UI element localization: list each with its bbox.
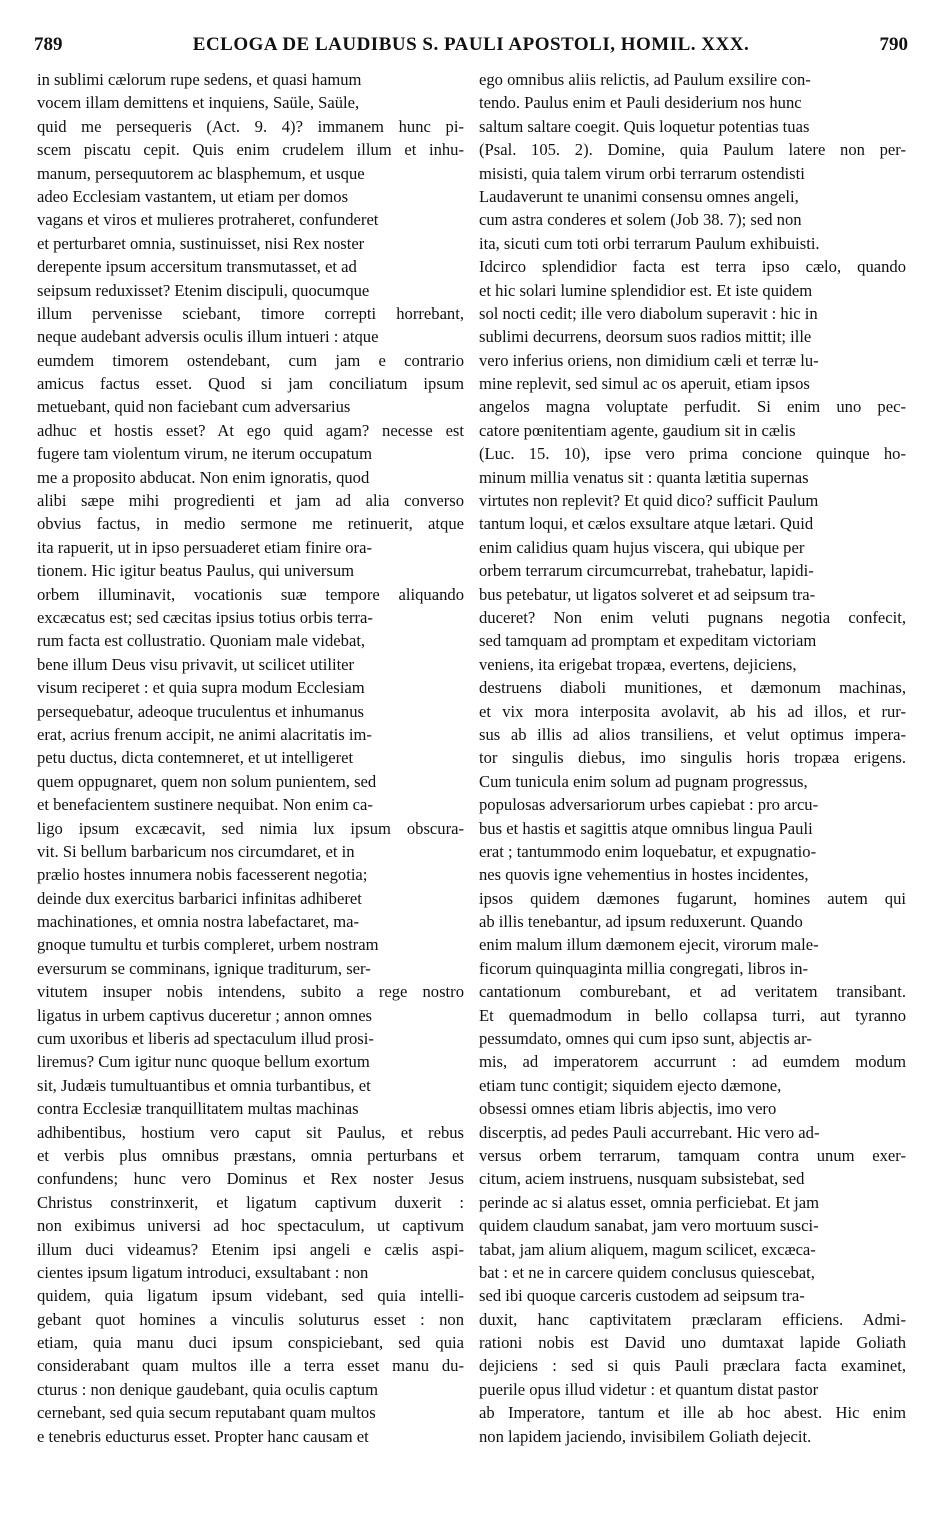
text-line-content: ligo ipsum excæcavit, sed nimia lux ipsum obscura-: [37, 818, 464, 838]
text-line-content: misisti, quia talem virum orbi terrarum ostendisti: [479, 163, 805, 183]
text-line-content: versus orbem terrarum, tamquam contra unum exer-: [479, 1145, 906, 1165]
text-line: [37, 1308, 464, 1331]
text-line-content: vagans et viros et mulieres protraheret, confunderet: [37, 210, 379, 230]
text-line-content: in sublimi cælorum rupe sedens, et quasi hamum: [37, 70, 362, 89]
text-line-content: gnoque tumultu et turbis compleret, urbem nostram: [37, 935, 379, 955]
text-line: [37, 957, 464, 980]
text-line-content: duxit, hanc captivitatem præclaram efficiens. Admi-: [479, 1309, 906, 1329]
text-line: [37, 279, 464, 302]
text-line-content: obvius factus, in medio sermone me retinuerit, atque: [37, 514, 464, 534]
text-line-content: tantum loqui, et cælos exsultare atque lætari. Quid: [479, 514, 814, 534]
text-line-content: sublimi decurrens, deorsum suos radios mittit; ille: [479, 327, 812, 347]
text-line-content: sol nocti cedit; ille vero diabolum superavit : hic in: [479, 303, 818, 323]
text-line-content: perinde ac si alatus esset, omnia perficiebat. Et jam: [479, 1192, 820, 1212]
text-line-content: vit. Si bellum barbaricum nos circumdaret, et in: [37, 841, 355, 861]
text-line: [479, 746, 906, 769]
text-line-content: ita rapuerit, ut in ipso persuaderet etiam finire ora-: [37, 537, 372, 557]
text-line: [37, 1401, 464, 1424]
text-line-content: seipsum reduxisset? Etenim discipuli, quocumque: [37, 280, 370, 300]
text-line-content: machinationes, et omnia nostra labefactaret, ma-: [37, 912, 360, 932]
text-line: [37, 232, 464, 255]
text-line: [37, 1214, 464, 1237]
text-line-content: quid me persequeris (Act. 9. 4)? immanem hunc pi-: [37, 116, 464, 136]
text-line-content: enim malum illum dæmonem ejecit, virorum male-: [479, 935, 819, 955]
text-line: [37, 910, 464, 933]
text-line-content: adhuc et hostis esset? At ego quid agam? necesse est: [37, 420, 464, 440]
text-line: [37, 1284, 464, 1307]
text-line: [479, 232, 906, 255]
text-line: [37, 653, 464, 676]
text-line-content: prælio hostes innumera nobis facesserent negotia;: [37, 865, 368, 885]
text-line-content: discerptis, ad pedes Pauli accurrebant. Hic vero ad-: [479, 1122, 820, 1142]
text-line-content: et vix mora interposita avolavit, ab his ad illos, et rur-: [479, 701, 906, 721]
text-line: [479, 466, 906, 489]
text-line-content: neque audebant adversis oculis illum intueri : atque: [37, 327, 379, 347]
text-line-content: bus petebatur, ut ligatos solveret et ad seipsum tra-: [479, 584, 816, 604]
text-line: [479, 138, 906, 161]
text-line-content: adeo Ecclesiam vastantem, ut etiam per domos: [37, 186, 349, 206]
text-line: [479, 1401, 906, 1424]
text-line: [37, 138, 464, 161]
text-line: [479, 395, 906, 418]
text-line-content: eversurum se comminans, ignique traditurum, ser-: [37, 958, 371, 978]
text-line-content: adhibentibus, hostium vero caput sit Paulus, et rebus: [37, 1122, 464, 1142]
text-line: [479, 559, 906, 582]
text-line-content: cernebant, sed quia secum reputabant quam multos: [37, 1403, 376, 1423]
text-line-content: vitutem insuper nobis intendens, subito a rege nostro: [37, 982, 464, 1002]
text-line-content: (Psal. 105. 2). Domine, quia Paulum latere non per-: [479, 140, 906, 160]
text-line-content: sed ibi quoque carceris custodem ad seipsum tra-: [479, 1286, 805, 1306]
text-line-content: Christus constrinxerit, et ligatum captivum duxerit :: [37, 1192, 464, 1212]
text-line: [479, 863, 906, 886]
text-line-content: visum reciperet : et quia supra modum Ecclesiam: [37, 678, 365, 698]
text-line-content: tabat, jam alium aliquem, magum scilicet, excæca-: [479, 1239, 816, 1259]
text-line: [37, 1238, 464, 1261]
text-line: [37, 115, 464, 138]
text-line-content: etiam, quia manu duci ipsum conspiciebant, sed quia: [37, 1333, 464, 1353]
text-line: [479, 887, 906, 910]
text-line-content: ab Imperatore, tantum et ille ab hoc abest. Hic enim: [479, 1403, 906, 1423]
text-line-content: obsessi omnes etiam libris abjectis, imo vero: [479, 1099, 777, 1119]
text-line-content: sus ab illis ad alios transiliens, et velut optimus impera-: [479, 724, 906, 744]
text-line: [37, 1425, 464, 1448]
text-line: [37, 185, 464, 208]
text-line: [479, 1261, 906, 1284]
text-line: [479, 1425, 906, 1448]
text-line-content: puerile opus illud videtur : et quantum distat pastor: [479, 1379, 819, 1399]
text-line-content: erat, acrius frenum accipit, ne animi alacritatis im-: [37, 724, 372, 744]
text-line: [479, 442, 906, 465]
text-line-content: rum facta est collustratio. Quoniam male videbat,: [37, 631, 366, 651]
text-line: [37, 419, 464, 442]
text-line: [37, 1097, 464, 1120]
text-line-content: cantationum comburebant, et ad veritatem transibant.: [479, 982, 906, 1002]
text-line: [37, 1144, 464, 1167]
text-line-content: vero inferius oriens, non dimidium cæli et terræ lu-: [479, 350, 819, 370]
text-line: [37, 723, 464, 746]
text-line: [479, 1331, 906, 1354]
text-line: [479, 1097, 906, 1120]
text-line-content: non exibimus universi ad hoc spectaculum, ut captivum: [37, 1216, 464, 1236]
text-line-content: ligatus in urbem captivus duceretur ; annon omnes: [37, 1005, 373, 1025]
text-line: [37, 559, 464, 582]
text-line: [479, 489, 906, 512]
text-line-content: catore pœnitentiam agente, gaudium sit in cælis: [479, 420, 796, 440]
text-line: [479, 583, 906, 606]
text-line-content: quem oppugnaret, quem non solum punientem, sed: [37, 771, 377, 791]
text-line: [37, 512, 464, 535]
text-line: [37, 1261, 464, 1284]
text-line-content: angelos magna voluptate perfudit. Si enim uno pec-: [479, 397, 906, 417]
text-line: [37, 676, 464, 699]
text-line-content: liremus? Cum igitur nunc quoque bellum exortum: [37, 1052, 370, 1072]
text-line-content: amicus factus esset. Quod si jam conciliatum ipsum: [37, 374, 464, 394]
text-line: [479, 279, 906, 302]
text-line: [37, 770, 464, 793]
text-line-content: gebant quot homines a vinculis soluturus esset : non: [37, 1309, 464, 1329]
text-line: [37, 1331, 464, 1354]
text-line-content: considerabant quam multos ille a terra esset manu du-: [37, 1356, 464, 1376]
text-line: [37, 863, 464, 886]
text-line-content: pessumdato, omnes qui cum ipso sunt, abjectis ar-: [479, 1029, 812, 1049]
text-line: [479, 1027, 906, 1050]
right-text-column: [479, 68, 906, 1448]
text-line-content: orbem terrarum circumcurrebat, trahebatur, lapidi-: [479, 561, 814, 581]
text-line: [479, 512, 906, 535]
text-line: [37, 887, 464, 910]
text-line: [479, 91, 906, 114]
text-line: [479, 302, 906, 325]
text-line-content: e tenebris educturus esset. Propter hanc causam et: [37, 1426, 369, 1446]
text-line: [37, 1027, 464, 1050]
text-line: [37, 700, 464, 723]
text-line: [37, 162, 464, 185]
text-line-content: Cum tunicula enim solum ad pugnam progressus,: [479, 771, 808, 791]
text-line-content: rationi nobis est David uno dumtaxat lapide Goliath: [479, 1333, 906, 1353]
text-line: [37, 349, 464, 372]
text-line-content: virtutes non replevit? Et quid dico? sufficit Paulum: [479, 491, 819, 511]
text-line-content: quidem, quia ligatum ipsum videbant, sed quia intelli-: [37, 1286, 464, 1306]
text-line: [37, 466, 464, 489]
text-line-content: illum duci videamus? Etenim ipsi angeli e cælis aspi-: [37, 1239, 464, 1259]
text-line: [37, 933, 464, 956]
text-line-content: veniens, ita erigebat tropæa, evertens, dejiciens,: [479, 654, 797, 674]
running-title: ECLOGA DE LAUDIBUS S. PAULI APOSTOLI, HOMIL. XXX.: [192, 34, 750, 55]
text-line: [37, 1074, 464, 1097]
text-line-content: et perturbaret omnia, sustinuisset, nisi Rex noster: [37, 233, 365, 253]
text-line: [37, 536, 464, 559]
text-line: [37, 302, 464, 325]
text-line-content: ipsos quidem dæmones fugarunt, homines autem qui: [479, 888, 906, 908]
text-line-content: mine replevit, sed simul ac os aperuit, etiam ipsos: [479, 374, 810, 394]
text-line-content: ficorum quinquaginta millia congregati, libros in-: [479, 958, 809, 978]
text-line-content: tionem. Hic igitur beatus Paulus, qui universum: [37, 561, 355, 581]
text-line: [479, 1144, 906, 1167]
text-line: [37, 1354, 464, 1377]
text-line-content: erat ; tantummodo enim loquebatur, et expugnatio-: [479, 841, 817, 861]
text-line-content: tor singulis diebus, imo singulis horis tropæa erigens.: [479, 748, 906, 768]
text-line-content: vocem illam demittens et inquiens, Saüle, Saüle,: [37, 93, 360, 113]
text-line: [37, 255, 464, 278]
text-line: [37, 325, 464, 348]
text-line-content: manum, persequutorem ac blasphemum, et usque: [37, 163, 365, 183]
text-line: [37, 489, 464, 512]
text-line-content: illum pervenisse sciebant, timore correpti horrebant,: [37, 303, 464, 323]
text-line-content: populosas adversariorum urbes capiebat : pro arcu-: [479, 795, 819, 815]
text-line-content: persequebatur, adeoque truculentus et inhumanus: [37, 701, 364, 721]
text-line: [37, 395, 464, 418]
text-line-content: cum uxoribus et liberis ad spectaculum illud prosi-: [37, 1029, 374, 1049]
page-number-left: 789: [34, 34, 63, 55]
text-line: [37, 1050, 464, 1073]
text-line-content: et verbis plus omnibus præstans, omnia perturbans et: [37, 1145, 464, 1165]
text-line: [37, 442, 464, 465]
text-line: [37, 68, 464, 91]
text-line-content: enim calidius quam hujus viscera, qui ubique per: [479, 537, 805, 557]
text-line: [479, 606, 906, 629]
text-line-content: derepente ipsum accersitum transmutasset, et ad: [37, 257, 357, 277]
text-line-content: alibi sæpe mihi progredienti et jam ad alia converso: [37, 491, 464, 511]
text-line: [37, 1191, 464, 1214]
text-line-content: quidem claudum sanabat, jam vero mortuum susci-: [479, 1216, 819, 1236]
text-line-content: excæcatus est; sed cæcitas ipsius totius orbis terra-: [37, 607, 373, 627]
text-line: [37, 1378, 464, 1401]
text-line: [479, 700, 906, 723]
text-line-content: sed tamquam ad promptam et expeditam victoriam: [479, 631, 817, 651]
text-line-content: bus et hastis et sagittis atque omnibus lingua Pauli: [479, 818, 813, 838]
text-line: [37, 1167, 464, 1190]
text-line: [479, 910, 906, 933]
text-line-content: et hic solari lumine splendidior est. Et iste quidem: [479, 280, 813, 300]
text-line-content: minum millia venatus sit : quanta lætitia supernas: [479, 467, 809, 487]
text-line-content: contra Ecclesiæ tranquillitatem multas machinas: [37, 1099, 359, 1119]
text-line-content: Et quemadmodum in bello collapsa turri, aut tyranno: [479, 1005, 906, 1025]
text-line: [479, 980, 906, 1003]
text-line: [479, 653, 906, 676]
text-line-content: tendo. Paulus enim et Pauli desiderium nos hunc: [479, 93, 802, 113]
text-line-content: dejiciens : sed si quis Pauli præclara facta examinet,: [479, 1356, 906, 1376]
text-line: [479, 68, 906, 91]
text-line: [37, 91, 464, 114]
text-line: [37, 629, 464, 652]
text-line: [479, 676, 906, 699]
page-number-right: 790: [879, 34, 908, 55]
text-line-content: cientes ipsum ligatum introduci, exsultabant : non: [37, 1262, 369, 1282]
text-line-content: Laudaverunt te unanimi consensu omnes angeli,: [479, 186, 799, 206]
text-line: [479, 933, 906, 956]
text-line: [479, 1308, 906, 1331]
text-line-content: citum, aciem instruens, nusquam subsistebat, sed: [479, 1169, 805, 1189]
text-line: [479, 1167, 906, 1190]
text-line: [479, 840, 906, 863]
text-line-content: bene illum Deus visu privavit, ut scilicet utiliter: [37, 654, 355, 674]
text-line-content: et benefacientem sustinere nequibat. Non enim ca-: [37, 795, 373, 815]
text-line: [37, 746, 464, 769]
text-line: [479, 629, 906, 652]
text-line-content: orbem illuminavit, vocationis suæ tempore aliquando: [37, 584, 464, 604]
text-line-content: ab illis tenebantur, ad ipsum reduxerunt. Quando: [479, 912, 803, 932]
text-line-content: petu ductus, dicta contemneret, et ut intelligeret: [37, 748, 354, 768]
text-line: [479, 817, 906, 840]
text-line: [479, 536, 906, 559]
text-line-content: confundens; hunc vero Dominus et Rex noster Jesus: [37, 1169, 464, 1189]
text-line: [37, 208, 464, 231]
text-line: [479, 1191, 906, 1214]
text-line: [37, 583, 464, 606]
text-line: [479, 1074, 906, 1097]
text-line-content: Idcirco splendidior facta est terra ipso cælo, quando: [479, 257, 906, 277]
text-line-content: metuebant, quid non faciebant cum adversarius: [37, 397, 351, 417]
text-line: [479, 957, 906, 980]
text-line: [479, 372, 906, 395]
text-line: [479, 1121, 906, 1144]
text-line-content: cturus : non denique gaudebant, quia oculis captum: [37, 1379, 379, 1399]
text-line: [479, 185, 906, 208]
text-line-content: saltum saltare coegit. Quis loquetur potentias tuas: [479, 116, 810, 136]
text-line-content: mis, ad imperatorem accurrunt : ad eumdem modum: [479, 1052, 906, 1072]
text-line: [479, 255, 906, 278]
left-text-column: [37, 68, 464, 1448]
text-line-content: (Luc. 15. 10), ipse vero prima concione quinque ho-: [479, 444, 906, 464]
text-line: [37, 980, 464, 1003]
text-line: [37, 606, 464, 629]
text-line: [479, 1354, 906, 1377]
text-line-content: deinde dux exercitus barbarici infinitas adhiberet: [37, 888, 362, 908]
text-line: [37, 1121, 464, 1144]
text-line: [37, 840, 464, 863]
text-line: [479, 419, 906, 442]
text-line: [37, 1004, 464, 1027]
text-line-content: non lapidem jaciendo, invisibilem Goliath dejecit.: [479, 1426, 812, 1446]
text-line: [37, 372, 464, 395]
text-line-content: ita, sicuti cum toti orbi terrarum Paulum exhibuisti.: [479, 233, 820, 253]
text-line-content: destruens diaboli munitiones, et dæmonum machinas,: [479, 678, 906, 698]
running-header: [34, 20, 908, 56]
text-line: [479, 349, 906, 372]
text-line: [479, 1284, 906, 1307]
text-line-content: sit, Judæis tumultuantibus et omnia turbantibus, et: [37, 1075, 371, 1095]
text-line-content: cum astra conderes et solem (Job 38. 7); sed non: [479, 210, 802, 230]
text-line: [479, 162, 906, 185]
text-line-content: me a proposito abducat. Non enim ignoratis, quod: [37, 467, 370, 487]
text-line: [479, 770, 906, 793]
text-line: [479, 1004, 906, 1027]
text-line-content: etiam tunc contigit; siquidem ejecto dæmone,: [479, 1075, 782, 1095]
text-line-content: duceret? Non enim veluti pugnans negotia confecit,: [479, 607, 906, 627]
text-line: [479, 208, 906, 231]
text-line: [479, 723, 906, 746]
text-line: [479, 1214, 906, 1237]
text-line: [479, 1238, 906, 1261]
text-line: [479, 793, 906, 816]
text-line-content: scem piscatu cepit. Quis enim crudelem illum et inhu-: [37, 140, 464, 160]
text-line: [479, 325, 906, 348]
text-line: [479, 115, 906, 138]
text-line: [37, 793, 464, 816]
text-line-content: eumdem timorem ostendebant, cum jam e contrario: [37, 350, 464, 370]
text-line: [479, 1378, 906, 1401]
text-line: [37, 817, 464, 840]
text-line-content: fugere tam violentum virum, ne iterum occupatum: [37, 444, 373, 464]
text-line-content: nes quovis igne vehementius in hostes incidentes,: [479, 865, 809, 885]
text-line: [479, 1050, 906, 1073]
text-line-content: ego omnibus aliis relictis, ad Paulum exsilire con-: [479, 70, 811, 89]
text-line-content: bat : et ne in carcere quidem conclusus quiescebat,: [479, 1262, 815, 1282]
